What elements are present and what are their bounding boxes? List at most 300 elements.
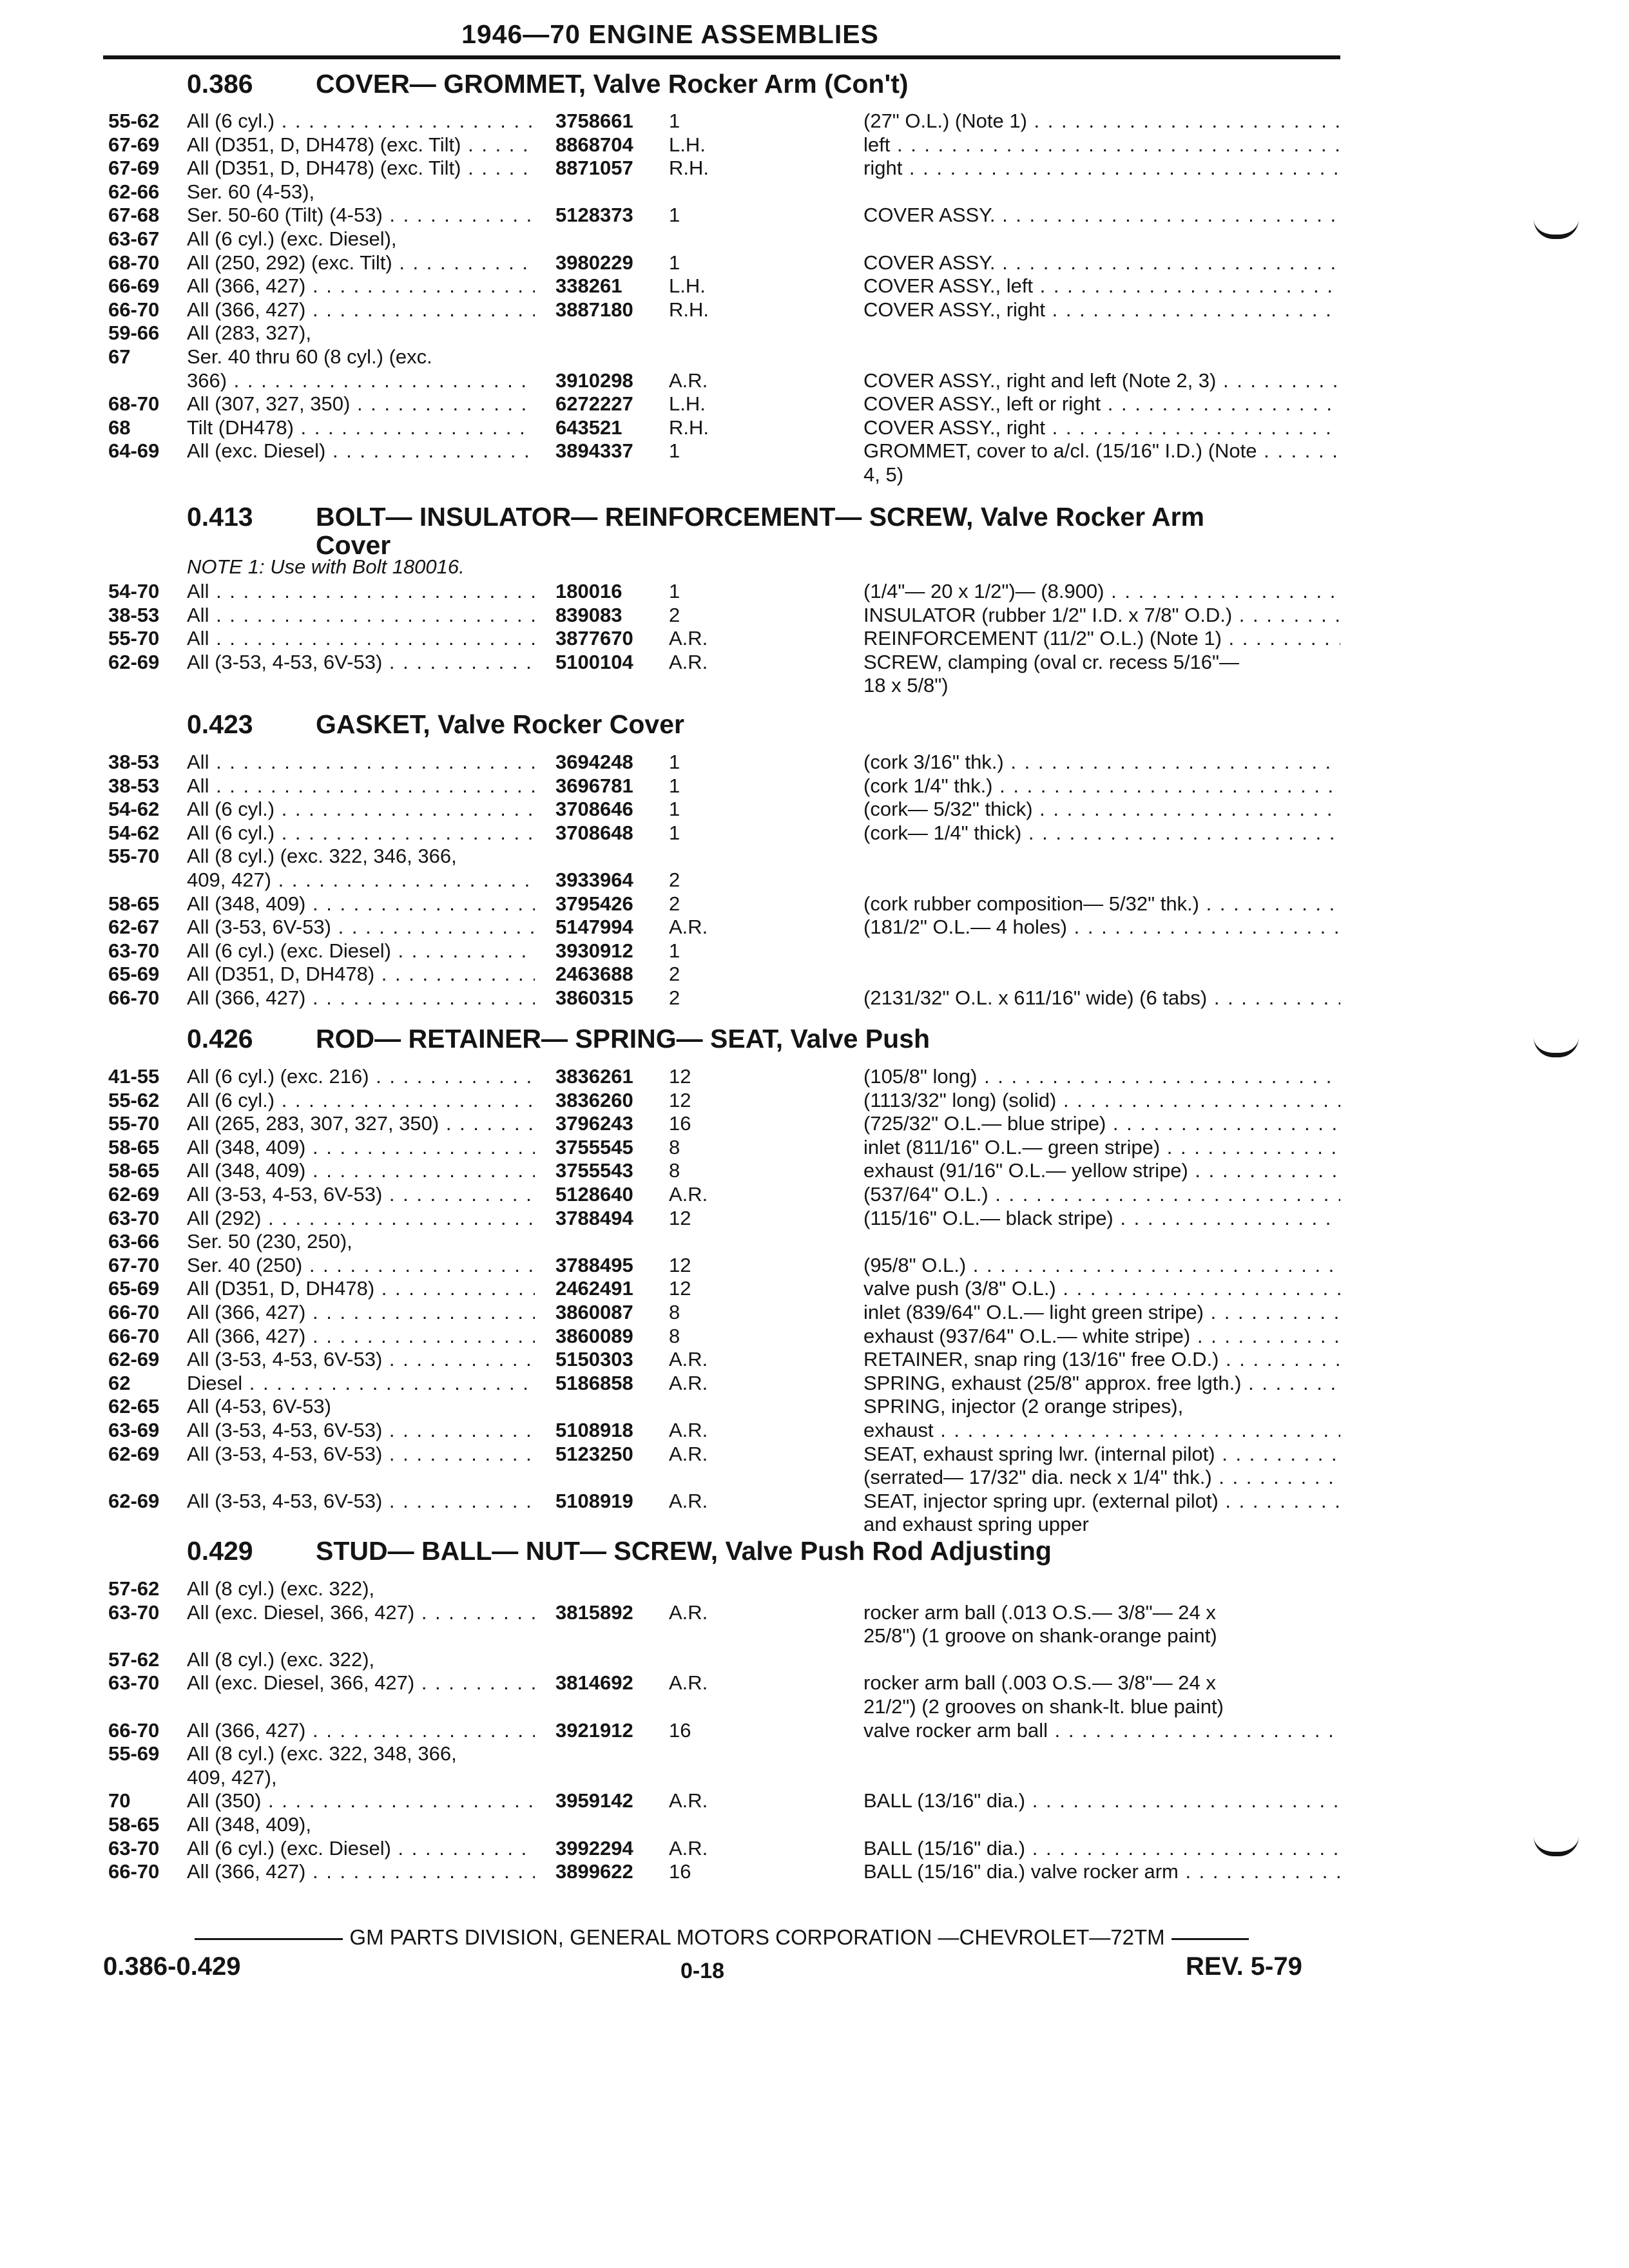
row-description: (cork— 5/32" thick) . . . (863, 798, 1340, 821)
row-description: SPRING, exhaust (25/8" approx. free lgth.) . . . (863, 1372, 1340, 1395)
row-years: 38-53 (108, 774, 160, 797)
row-application: All (3-53, 4-53, 6V-53) . . . (187, 651, 535, 674)
row-quantity: 16 (669, 1860, 691, 1883)
row-description: COVER ASSY., right . . . (863, 416, 1340, 439)
parts-row (0, 322, 1629, 345)
parts-row (0, 1601, 1629, 1624)
row-quantity: 8 (669, 1325, 680, 1347)
row-years: 58-65 (108, 1159, 160, 1182)
row-description: (1/4"— 20 x 1/2")— (8.900) . . . (863, 580, 1340, 603)
row-description: (cork 3/16" thk.) . . . (863, 751, 1340, 774)
row-quantity: L.H. (669, 274, 706, 297)
parts-row (0, 1695, 1629, 1718)
row-years: 54-70 (108, 580, 160, 602)
row-quantity: A.R. (669, 1671, 708, 1694)
row-quantity: 12 (669, 1277, 691, 1300)
row-quantity: A.R. (669, 627, 708, 649)
row-part-number: 3910298 (555, 369, 633, 392)
row-application: Ser. 40 thru 60 (8 cyl.) (exc. (187, 345, 432, 368)
row-description: SEAT, exhaust spring lwr. (internal pilot) . . . (863, 1443, 1340, 1466)
parts-row (0, 627, 1629, 650)
row-description: (cork 1/4" thk.) . . . (863, 774, 1340, 798)
row-part-number: 8871057 (555, 157, 633, 179)
row-application: All (exc. Diesel) . . . (187, 439, 535, 463)
row-quantity: L.H. (669, 133, 706, 156)
row-description: SPRING, injector (2 orange stripes), (863, 1395, 1184, 1418)
row-part-number: 5128373 (555, 204, 633, 226)
row-years: 62-69 (108, 1490, 160, 1512)
row-quantity: 1 (669, 580, 680, 602)
row-part-number: 5108918 (555, 1419, 633, 1441)
row-application: All . . . (187, 751, 535, 774)
row-quantity: A.R. (669, 1419, 708, 1441)
row-years: 63-70 (108, 1671, 160, 1694)
row-application: Tilt (DH478) . . . (187, 416, 535, 439)
row-description: (537/64" O.L.) . . . (863, 1183, 1340, 1206)
parts-row (0, 751, 1629, 774)
row-quantity: 2 (669, 869, 680, 891)
row-quantity: 1 (669, 204, 680, 226)
row-part-number: 3887180 (555, 298, 633, 321)
row-quantity: 12 (669, 1207, 691, 1229)
row-application: 409, 427), (187, 1766, 277, 1789)
parts-row (0, 1183, 1629, 1206)
parts-row (0, 369, 1629, 392)
parts-row (0, 1277, 1629, 1300)
row-part-number: 3877670 (555, 627, 633, 649)
row-part-number: 2463688 (555, 963, 633, 985)
row-years: 54-62 (108, 822, 160, 844)
row-years: 38-53 (108, 751, 160, 773)
row-part-number: 5123250 (555, 1443, 633, 1465)
parts-row (0, 1348, 1629, 1371)
row-application: All (3-53, 6V-53) . . . (187, 916, 535, 939)
parts-row (0, 1671, 1629, 1695)
parts-row (0, 1419, 1629, 1442)
row-application: All (265, 283, 307, 327, 350) . . . (187, 1112, 535, 1135)
row-years: 55-70 (108, 845, 160, 867)
row-years: 63-70 (108, 1837, 160, 1860)
row-years: 63-70 (108, 1207, 160, 1229)
row-part-number: 3860315 (555, 986, 633, 1009)
parts-row (0, 916, 1629, 939)
row-part-number: 8868704 (555, 133, 633, 156)
row-description: valve rocker arm ball . . . (863, 1719, 1340, 1742)
parts-row (0, 392, 1629, 416)
row-application: All (6 cyl.) (exc. 216) . . . (187, 1065, 535, 1088)
row-application: All . . . (187, 580, 535, 603)
row-years: 67-68 (108, 204, 160, 226)
row-years: 62-67 (108, 916, 160, 938)
row-years: 62 (108, 1372, 131, 1394)
row-years: 63-69 (108, 1419, 160, 1441)
row-application: All (exc. Diesel, 366, 427) . . . (187, 1671, 535, 1695)
row-part-number: 2462491 (555, 1277, 633, 1300)
parts-row (0, 798, 1629, 821)
row-application: All (D351, D, DH478) . . . (187, 1277, 535, 1300)
row-application: All . . . (187, 627, 535, 650)
row-application: All (292) . . . (187, 1207, 535, 1230)
parts-row (0, 1230, 1629, 1253)
row-application: All (3-53, 4-53, 6V-53) . . . (187, 1443, 535, 1466)
row-description: INSULATOR (rubber 1/2" I.D. x 7/8" O.D.) . . . (863, 604, 1340, 627)
row-years: 63-70 (108, 939, 160, 962)
row-quantity: 12 (669, 1065, 691, 1088)
row-application: All (366, 427) . . . (187, 274, 535, 298)
row-application: All (6 cyl.) . . . (187, 822, 535, 845)
parts-row (0, 963, 1629, 986)
row-quantity: A.R. (669, 1348, 708, 1370)
row-years: 57-62 (108, 1648, 160, 1671)
row-years: 62-69 (108, 1443, 160, 1465)
row-description: (1113/32" long) (solid) . . . (863, 1089, 1340, 1112)
parts-row (0, 1136, 1629, 1159)
parts-row (0, 1789, 1629, 1812)
section-heading (187, 1024, 930, 1053)
row-application: Ser. 40 (250) . . . (187, 1254, 535, 1277)
row-description: (105/8" long) . . . (863, 1065, 1340, 1088)
row-application: All (6 cyl.) (exc. Diesel) . . . (187, 939, 535, 963)
row-application: All . . . (187, 604, 535, 627)
row-part-number: 5150303 (555, 1348, 633, 1370)
row-part-number: 3814692 (555, 1671, 633, 1694)
row-description: SCREW, clamping (oval cr. recess 5/16"— (863, 651, 1239, 673)
section-title: STUD— BALL— NUT— SCREW, Valve Push Rod Adjusting (316, 1536, 1052, 1566)
section-number: 0.426 (187, 1024, 253, 1053)
row-part-number: 3755543 (555, 1159, 633, 1182)
row-application: All (366, 427) . . . (187, 1325, 535, 1348)
row-application: Ser. 60 (4-53), (187, 180, 315, 203)
row-years: 67-70 (108, 1254, 160, 1276)
section-heading (187, 503, 1204, 559)
row-application: 409, 427) . . . (187, 869, 535, 892)
row-application: All (6 cyl.) (exc. Diesel) . . . (187, 1837, 535, 1860)
row-description: (serrated— 17/32" dia. neck x 1/4" thk.) . . . (863, 1466, 1340, 1489)
parts-row (0, 1372, 1629, 1395)
row-description: left . . . (863, 133, 1340, 157)
row-application: All (283, 327), (187, 322, 311, 344)
row-description: 21/2") (2 grooves on shank-lt. blue paint) (863, 1695, 1224, 1718)
row-part-number: 839083 (555, 604, 622, 626)
row-application: All (6 cyl.) . . . (187, 798, 535, 821)
parts-row (0, 1089, 1629, 1112)
row-application: All (exc. Diesel, 366, 427) . . . (187, 1601, 535, 1624)
row-part-number: 5108919 (555, 1490, 633, 1512)
parts-row (0, 227, 1629, 251)
row-years: 67-69 (108, 133, 160, 156)
row-quantity: A.R. (669, 651, 708, 673)
row-description: (cork— 1/4" thick) . . . (863, 822, 1340, 845)
row-quantity: A.R. (669, 1601, 708, 1624)
row-quantity: L.H. (669, 392, 706, 415)
row-years: 67 (108, 345, 131, 368)
row-description: exhaust (937/64" O.L.— white stripe) . . . (863, 1325, 1340, 1348)
page-title: 1946—70 ENGINE ASSEMBLIES (461, 19, 879, 49)
row-quantity: 2 (669, 604, 680, 626)
row-years: 68 (108, 416, 131, 439)
footer-division-text: GM PARTS DIVISION, GENERAL MOTORS CORPORATION —CHEVROLET—72TM (349, 1925, 1165, 1949)
parts-row (0, 1766, 1629, 1789)
row-quantity: 1 (669, 439, 680, 462)
footer-page-number: 0-18 (680, 1959, 725, 1983)
parts-row (0, 1837, 1629, 1860)
parts-row (0, 774, 1629, 798)
row-description: COVER ASSY., left . . . (863, 274, 1340, 298)
row-part-number: 6272227 (555, 392, 633, 415)
row-application: All (366, 427) . . . (187, 1719, 535, 1742)
row-application: All (348, 409), (187, 1813, 311, 1836)
row-years: 59-66 (108, 322, 160, 344)
row-part-number: 3755545 (555, 1136, 633, 1158)
section-heading (187, 1537, 1052, 1565)
row-description: COVER ASSY., right . . . (863, 298, 1340, 322)
parts-row (0, 1813, 1629, 1836)
row-quantity: 16 (669, 1112, 691, 1135)
section-title: COVER— GROMMET, Valve Rocker Arm (Con't) (316, 69, 909, 99)
row-quantity: 8 (669, 1301, 680, 1323)
section-number: 0.429 (187, 1536, 253, 1566)
row-application: All (8 cyl.) (exc. 322), (187, 1648, 375, 1671)
row-description: BALL (13/16" dia.) . . . (863, 1789, 1340, 1812)
parts-row (0, 1490, 1629, 1513)
parts-row (0, 1860, 1629, 1883)
parts-row (0, 1513, 1629, 1536)
row-quantity: A.R. (669, 916, 708, 938)
row-description: inlet (839/64" O.L.— light green stripe) . . . (863, 1301, 1340, 1324)
parts-row (0, 1207, 1629, 1230)
row-years: 62-69 (108, 1348, 160, 1370)
row-description: (725/32" O.L.— blue stripe) . . . (863, 1112, 1340, 1135)
section-title: BOLT— INSULATOR— REINFORCEMENT— SCREW, Valve Rocker Arm (316, 502, 1205, 532)
parts-row (0, 133, 1629, 157)
row-years: 70 (108, 1789, 131, 1812)
row-quantity: A.R. (669, 1490, 708, 1512)
row-description: 18 x 5/8") (863, 674, 949, 697)
parts-row (0, 274, 1629, 298)
row-years: 38-53 (108, 604, 160, 626)
row-quantity: 2 (669, 986, 680, 1009)
row-quantity: A.R. (669, 1443, 708, 1465)
parts-row (0, 110, 1629, 133)
parts-row (0, 651, 1629, 674)
row-years: 66-70 (108, 1301, 160, 1323)
row-quantity: 12 (669, 1254, 691, 1276)
parts-row (0, 204, 1629, 227)
row-part-number: 3959142 (555, 1789, 633, 1812)
row-years: 54-62 (108, 798, 160, 820)
row-part-number: 3795426 (555, 892, 633, 915)
row-years: 55-62 (108, 1089, 160, 1111)
section-note: NOTE 1: Use with Bolt 180016. (187, 555, 465, 578)
row-application: All (3-53, 4-53, 6V-53) . . . (187, 1183, 535, 1206)
parts-row (0, 892, 1629, 916)
row-part-number: 3788495 (555, 1254, 633, 1276)
row-application: All (366, 427) . . . (187, 1860, 535, 1883)
row-quantity: A.R. (669, 1183, 708, 1206)
parts-row (0, 1395, 1629, 1418)
row-application: All (366, 427) . . . (187, 1301, 535, 1324)
parts-row (0, 345, 1629, 369)
row-years: 68-70 (108, 251, 160, 274)
row-quantity: A.R. (669, 369, 708, 392)
section-heading (187, 70, 909, 98)
row-part-number: 3899622 (555, 1860, 633, 1883)
row-application: All (366, 427) . . . (187, 298, 535, 322)
row-part-number: 5100104 (555, 651, 633, 673)
row-application: All (350) . . . (187, 1789, 535, 1812)
row-application: All (4-53, 6V-53) (187, 1395, 331, 1418)
row-description: GROMMET, cover to a/cl. (15/16" I.D.) (Note . . . (863, 439, 1340, 463)
row-part-number: 3894337 (555, 439, 633, 462)
parts-row (0, 1254, 1629, 1277)
row-description: (95/8" O.L.) . . . (863, 1254, 1340, 1277)
row-application: Diesel . . . (187, 1372, 535, 1395)
row-part-number: 3860087 (555, 1301, 633, 1323)
row-description: COVER ASSY. . . . (863, 251, 1340, 274)
row-description: (2131/32" O.L. x 611/16" wide) (6 tabs) . . . (863, 986, 1340, 1010)
row-part-number: 5147994 (555, 916, 633, 938)
parts-row (0, 298, 1629, 322)
row-quantity: 2 (669, 963, 680, 985)
parts-row (0, 416, 1629, 439)
parts-row (0, 604, 1629, 627)
parts-row (0, 1065, 1629, 1088)
row-part-number: 3694248 (555, 751, 633, 773)
parts-row (0, 1159, 1629, 1182)
row-part-number: 3992294 (555, 1837, 633, 1860)
row-part-number: 5128640 (555, 1183, 633, 1206)
footer-rule-right (1171, 1938, 1249, 1940)
parts-row (0, 674, 1629, 697)
row-description: RETAINER, snap ring (13/16" free O.D.) . . . (863, 1348, 1340, 1371)
parts-row (0, 1648, 1629, 1671)
row-quantity: A.R. (669, 1789, 708, 1812)
row-quantity: 12 (669, 1089, 691, 1111)
row-description: REINFORCEMENT (11/2" O.L.) (Note 1) . . . (863, 627, 1340, 650)
row-description: (115/16" O.L.— black stripe) . . . (863, 1207, 1340, 1230)
row-application: All (348, 409) . . . (187, 892, 535, 916)
row-application: All (250, 292) (exc. Tilt) . . . (187, 251, 535, 274)
section-title: ROD— RETAINER— SPRING— SEAT, Valve Push (316, 1024, 930, 1053)
parts-row (0, 1443, 1629, 1466)
row-part-number: 3836261 (555, 1065, 633, 1088)
row-description: exhaust (91/16" O.L.— yellow stripe) . . . (863, 1159, 1340, 1182)
parts-row (0, 1624, 1629, 1648)
row-quantity: 1 (669, 774, 680, 797)
parts-row (0, 157, 1629, 180)
row-description: inlet (811/16" O.L.— green stripe) . . . (863, 1136, 1340, 1159)
row-part-number: 3930912 (555, 939, 633, 962)
parts-row (0, 439, 1629, 463)
parts-row (0, 845, 1629, 868)
parts-row (0, 1301, 1629, 1324)
row-quantity: R.H. (669, 157, 709, 179)
footer-revision: REV. 5-79 (1186, 1952, 1302, 1981)
parts-row (0, 869, 1629, 892)
row-years: 63-66 (108, 1230, 160, 1253)
row-years: 62-65 (108, 1395, 160, 1418)
parts-row (0, 1466, 1629, 1489)
row-quantity: 2 (669, 892, 680, 915)
row-years: 58-65 (108, 1136, 160, 1158)
section-heading (187, 710, 684, 738)
section-title: GASKET, Valve Rocker Cover (316, 709, 684, 739)
row-years: 66-69 (108, 274, 160, 297)
parts-row (0, 1325, 1629, 1348)
row-description: valve push (3/8" O.L.) . . . (863, 1277, 1340, 1300)
row-part-number: 5186858 (555, 1372, 633, 1394)
row-description: COVER ASSY. . . . (863, 204, 1340, 227)
row-part-number: 3860089 (555, 1325, 633, 1347)
footer-range: 0.386-0.429 (103, 1952, 241, 1981)
section-title-continued: Cover (316, 530, 391, 560)
row-application: 366) . . . (187, 369, 535, 392)
row-years: 66-70 (108, 986, 160, 1009)
row-years: 66-70 (108, 1325, 160, 1347)
row-application: All (348, 409) . . . (187, 1136, 535, 1159)
row-application: All (D351, D, DH478) . . . (187, 963, 535, 986)
row-description: 25/8") (1 groove on shank-orange paint) (863, 1624, 1217, 1647)
row-quantity: A.R. (669, 1837, 708, 1860)
row-years: 68-70 (108, 392, 160, 415)
section-number: 0.423 (187, 709, 253, 739)
row-years: 65-69 (108, 963, 160, 985)
parts-row (0, 180, 1629, 204)
row-years: 58-65 (108, 892, 160, 915)
row-years: 66-70 (108, 298, 160, 321)
row-application: All (366, 427) . . . (187, 986, 535, 1010)
footer-division (103, 1925, 1340, 1950)
row-years: 67-69 (108, 157, 160, 179)
row-application: All (8 cyl.) (exc. 322, 346, 366, (187, 845, 457, 867)
row-quantity: 16 (669, 1719, 691, 1742)
row-years: 65-69 (108, 1277, 160, 1300)
row-part-number: 3708648 (555, 822, 633, 844)
row-description: SEAT, injector spring upr. (external pilot) . . . (863, 1490, 1340, 1513)
row-description: BALL (15/16" dia.) . . . (863, 1837, 1340, 1860)
row-quantity: 8 (669, 1159, 680, 1182)
row-years: 55-70 (108, 1112, 160, 1135)
row-years: 55-70 (108, 627, 160, 649)
row-application: Ser. 50-60 (Tilt) (4-53) . . . (187, 204, 535, 227)
row-part-number: 180016 (555, 580, 622, 602)
row-description: right . . . (863, 157, 1340, 180)
row-part-number: 643521 (555, 416, 622, 439)
row-application: All (348, 409) . . . (187, 1159, 535, 1182)
parts-row (0, 1577, 1629, 1600)
row-part-number: 3796243 (555, 1112, 633, 1135)
row-description: COVER ASSY., right and left (Note 2, 3) . . . (863, 369, 1340, 392)
row-quantity: R.H. (669, 416, 709, 439)
row-description: rocker arm ball (.003 O.S.— 3/8"— 24 x (863, 1671, 1216, 1694)
row-application: All . . . (187, 774, 535, 798)
section-number: 0.386 (187, 69, 253, 99)
row-quantity: R.H. (669, 298, 709, 321)
row-description: and exhaust spring upper (863, 1513, 1089, 1535)
parts-row (0, 822, 1629, 845)
row-years: 63-70 (108, 1601, 160, 1624)
row-years: 62-69 (108, 1183, 160, 1206)
row-years: 62-69 (108, 651, 160, 673)
row-part-number: 3758661 (555, 110, 633, 132)
section-number: 0.413 (187, 502, 253, 532)
row-part-number: 3980229 (555, 251, 633, 274)
row-part-number: 3708646 (555, 798, 633, 820)
row-description: (cork rubber composition— 5/32" thk.) . . . (863, 892, 1340, 916)
row-quantity: 1 (669, 798, 680, 820)
row-years: 55-62 (108, 110, 160, 132)
row-application: Ser. 50 (230, 250), (187, 1230, 352, 1253)
